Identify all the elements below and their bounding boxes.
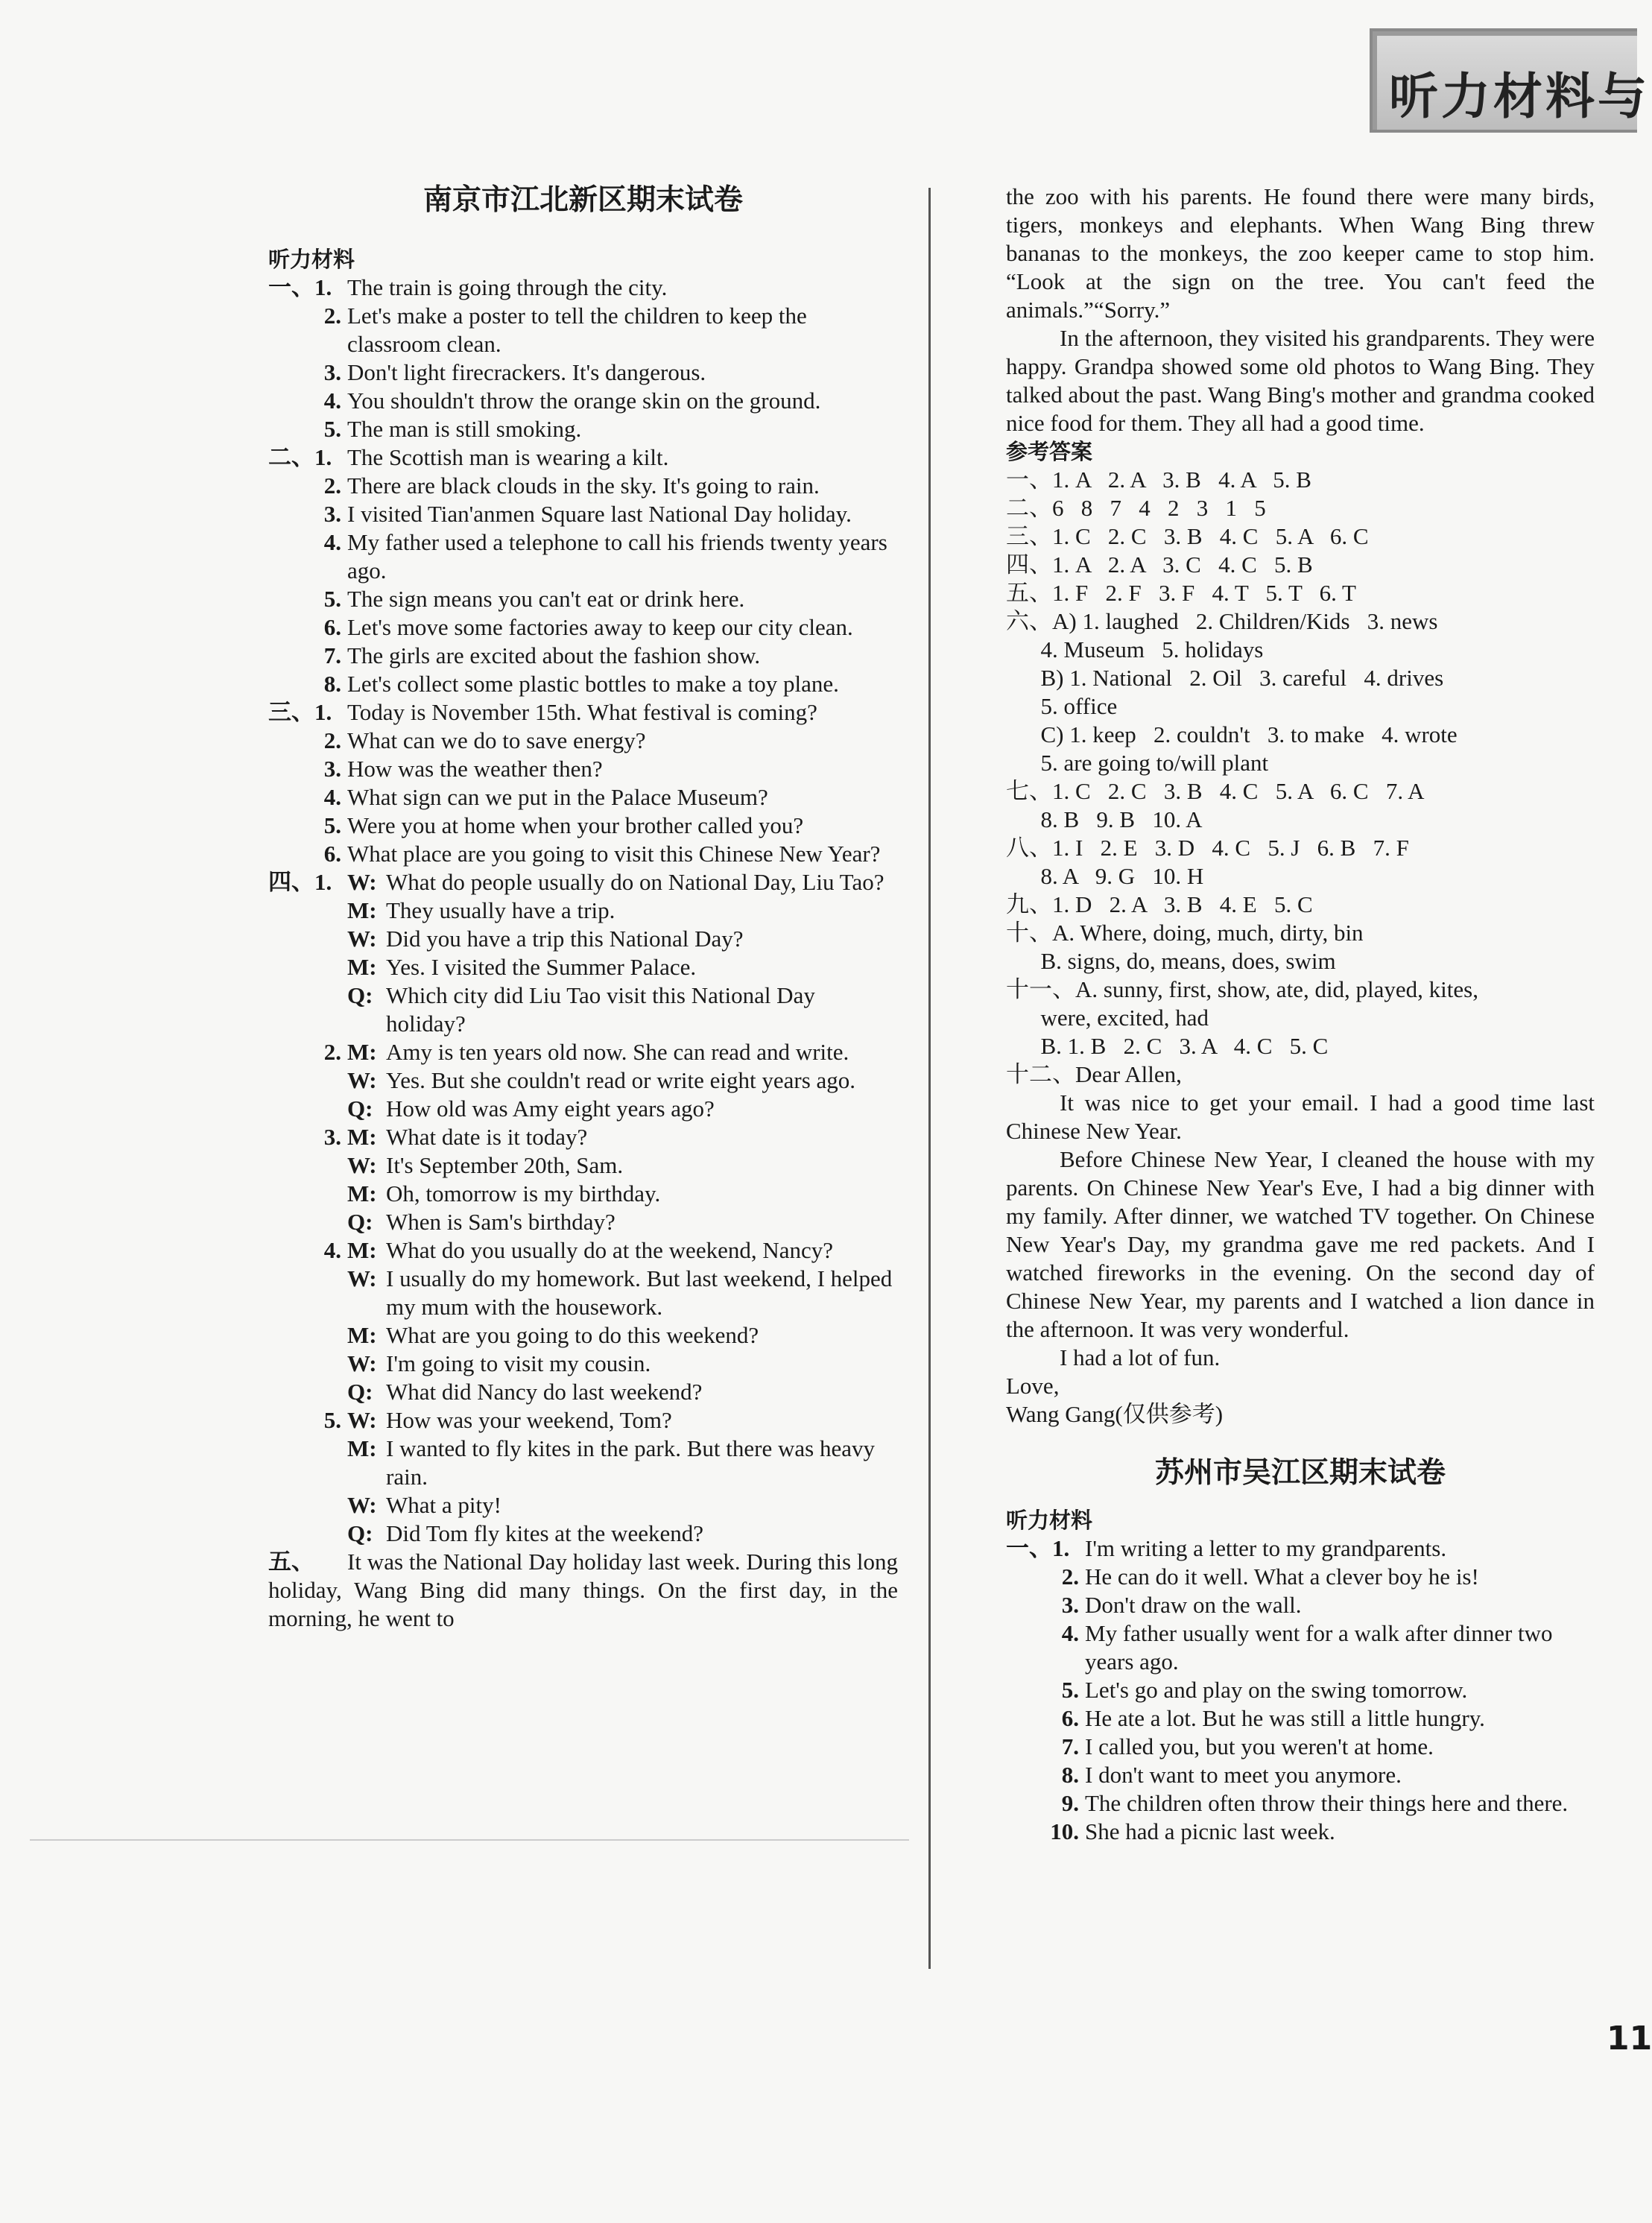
dialog-turn xyxy=(347,1095,898,1123)
part1-item xyxy=(268,415,898,443)
answer-line: were, excited, had xyxy=(1006,1005,1209,1031)
part2-item xyxy=(268,443,898,472)
dialog-line xyxy=(268,897,898,925)
dialog-turn xyxy=(347,1406,898,1435)
part2-item-text: The Scottish man is wearing a kilt. xyxy=(347,444,669,470)
left-column xyxy=(268,183,898,1633)
speaker-text: What are you going to do this weekend? xyxy=(386,1322,759,1348)
dialog-line xyxy=(268,953,898,981)
letter-signature: Wang Gang(仅供参考) xyxy=(1006,1401,1224,1427)
answer-line: 8. A 9. G 10. H xyxy=(1006,863,1204,889)
speaker-text: When is Sam's birthday? xyxy=(386,1209,615,1235)
dialog-line xyxy=(268,1095,898,1123)
part2-item xyxy=(268,670,898,698)
part2-item-text: The girls are excited about the fashion show. xyxy=(347,642,761,668)
dialog-number xyxy=(268,1265,347,1321)
speaker-text: Did you have a trip this National Day? xyxy=(386,926,744,952)
answer-line: 十、A. Where, doing, much, dirty, bin xyxy=(1006,920,1364,946)
answer-line: 六、A) 1. laughed 2. Children/Kids 3. news xyxy=(1006,608,1438,634)
speaker-label: W: xyxy=(347,1265,377,1291)
dialog-line xyxy=(268,1180,898,1208)
dialog-turn xyxy=(347,925,898,953)
speaker-label: M: xyxy=(347,1039,377,1065)
speaker-text: Oh, tomorrow is my birthday. xyxy=(386,1180,661,1207)
answer-line: 九、1. D 2. A 3. B 4. E 5. C xyxy=(1006,891,1313,917)
dialog-turn xyxy=(347,1038,898,1066)
dialog-turn xyxy=(347,1180,898,1208)
part1b-item-text: I'm writing a letter to my grandparents. xyxy=(1085,1535,1447,1561)
part3-item-number: 3. xyxy=(323,756,341,782)
part1b-item-text: I don't want to meet you anymore. xyxy=(1085,1762,1402,1788)
part1-item-number: 5. xyxy=(323,416,341,442)
part1-item-text: You shouldn't throw the orange skin on the ground. xyxy=(347,388,821,414)
speaker-text: Which city did Liu Tao visit this National Day holiday? xyxy=(386,982,815,1037)
part3-item-number: 4. xyxy=(323,784,341,810)
part2-item xyxy=(268,613,898,642)
part1b-item-text: I called you, but you weren't at home. xyxy=(1085,1733,1434,1759)
part1b-item xyxy=(1006,1733,1595,1761)
answer-list xyxy=(1006,466,1595,1089)
speaker-text: It's September 20th, Sam. xyxy=(386,1152,624,1178)
part3-item-text: What can we do to save energy? xyxy=(347,727,646,753)
part2-item xyxy=(268,528,898,585)
dialog-number xyxy=(268,1520,347,1548)
part1-item-number: 4. xyxy=(323,388,341,414)
scan-line xyxy=(30,1839,909,1841)
part1b-item xyxy=(1006,1818,1595,1846)
dialog-number xyxy=(268,1321,347,1350)
speaker-label: M: xyxy=(347,897,377,923)
part1b-item-text: She had a picnic last week. xyxy=(1085,1818,1335,1844)
speaker-text: What date is it today? xyxy=(386,1124,588,1150)
left-body xyxy=(268,273,898,1633)
part3-item xyxy=(268,840,898,868)
speaker-label: M: xyxy=(347,1322,377,1348)
part3-item xyxy=(268,812,898,840)
letter-paragraph: It was nice to get your email. I had a good time last Chinese New Year. xyxy=(1006,1090,1595,1144)
dialog-line xyxy=(268,1378,898,1406)
part1b-item-text: He can do it well. What a clever boy he is! xyxy=(1085,1563,1479,1590)
dialog-turn xyxy=(347,1378,898,1406)
part1b-item xyxy=(1006,1534,1595,1563)
speaker-text: Amy is ten years old now. She can read and write. xyxy=(386,1039,849,1065)
speaker-label: M: xyxy=(347,1435,377,1461)
dialog-turn xyxy=(347,981,898,1038)
dialog-line xyxy=(268,1236,898,1265)
part1b-item xyxy=(1006,1761,1595,1789)
part5-passage xyxy=(268,1548,898,1633)
part2-item-number: 8. xyxy=(323,671,341,697)
dialog-number: 2. xyxy=(323,1039,341,1065)
part2-item xyxy=(268,472,898,500)
part2-item-text: The sign means you can't eat or drink here. xyxy=(347,586,745,612)
passage-continuation: the zoo with his parents. He found there were many birds, tigers, monkeys and elephants. When Wang Bing threw bananas to the monkeys, the zoo keeper came to stop him. “Look at the sign on the tree. You can't feed the animals.”“Sorry.” xyxy=(1006,183,1595,323)
part2-item xyxy=(268,642,898,670)
dialog-line xyxy=(268,1265,898,1321)
part1b-item-text: My father usually went for a walk after dinner two years ago. xyxy=(1085,1620,1553,1675)
part1b-item xyxy=(1006,1591,1595,1619)
letter-closing: Love, xyxy=(1006,1373,1060,1399)
dialog-turn xyxy=(347,1265,898,1321)
answer-line: C) 1. keep 2. couldn't 3. to make 4. wrote xyxy=(1006,721,1458,747)
speaker-label: W: xyxy=(347,869,377,895)
part1b-item-number: 9. xyxy=(1061,1790,1079,1816)
dialog-number xyxy=(268,1095,347,1123)
speaker-label: Q: xyxy=(347,1520,373,1546)
part3-item-text: Today is November 15th. What festival is coming? xyxy=(347,699,817,725)
part1b-item-text: Don't draw on the wall. xyxy=(1085,1592,1302,1618)
part1b-item xyxy=(1006,1676,1595,1704)
speaker-text: I wanted to fly kites in the park. But there was heavy rain. xyxy=(386,1435,875,1490)
dialog-line xyxy=(268,1321,898,1350)
part3-item xyxy=(268,698,898,727)
speaker-text: Yes. But she couldn't read or write eight years ago. xyxy=(386,1067,856,1093)
speaker-label: M: xyxy=(347,1180,377,1207)
dialog-line xyxy=(268,1520,898,1548)
dialog-turn xyxy=(347,1123,898,1151)
part2-item-number: 5. xyxy=(323,586,341,612)
part3-item-number: 6. xyxy=(323,841,341,867)
exam-title-2: 苏州市吴江区期末试卷 xyxy=(1154,1456,1446,1490)
part1b-list xyxy=(1006,1534,1595,1846)
speaker-text: Yes. I visited the Summer Palace. xyxy=(386,954,697,980)
right-column xyxy=(1006,183,1595,1846)
part1-item-number: 3. xyxy=(323,359,341,385)
dialog-turn xyxy=(347,953,898,981)
letter-paragraph: Before Chinese New Year, I cleaned the house with my parents. On Chinese New Year's Eve, I had a big dinner with my family. After dinner, we watched TV together. On Chinese New Year's Day, my grandma gave me red packets. And I watched fireworks in the evening. On the second day of Chinese New Year, my parents and I watched a lion dance in the afternoon. It was very wonderful. xyxy=(1006,1146,1595,1342)
part3-item-text: How was the weather then? xyxy=(347,756,603,782)
part2-item-number: 4. xyxy=(323,529,341,555)
part1-item-text: The train is going through the city. xyxy=(347,274,668,300)
dialog-line xyxy=(268,1435,898,1491)
speaker-label: M: xyxy=(347,954,377,980)
dialog-number xyxy=(268,897,347,925)
part3-item xyxy=(268,755,898,783)
letter-paragraph: I had a lot of fun. xyxy=(1060,1344,1221,1370)
part5-label: 五、 xyxy=(268,1549,314,1575)
part1-item-number: 一、1. xyxy=(268,274,332,300)
speaker-text: They usually have a trip. xyxy=(386,897,615,923)
part2-item-text: Let's collect some plastic bottles to make a toy plane. xyxy=(347,671,839,697)
dialog-number xyxy=(268,925,347,953)
dialog-line xyxy=(268,925,898,953)
part1b-item-number: 10. xyxy=(1050,1818,1079,1844)
part1-item xyxy=(268,358,898,387)
part1-item-text: Don't light firecrackers. It's dangerous. xyxy=(347,359,706,385)
answer-line: B. 1. B 2. C 3. A 4. C 5. C xyxy=(1006,1033,1329,1059)
page-number: 11 xyxy=(1607,2020,1652,2058)
section-heading-listening-2: 听力材料 xyxy=(1006,1508,1093,1533)
dialog-number: 5. xyxy=(323,1407,341,1433)
part2-item-text: I visited Tian'anmen Square last National Day holiday. xyxy=(347,501,852,527)
answer-line: 四、1. A 2. A 3. C 4. C 5. B xyxy=(1006,551,1313,578)
speaker-label: Q: xyxy=(347,1095,373,1122)
dialog-turn xyxy=(347,897,898,925)
dialog-number xyxy=(268,1066,347,1095)
dialog-line xyxy=(268,981,898,1038)
part2-item-number: 2. xyxy=(323,472,341,499)
speaker-text: I usually do my homework. But last weekend, I helped my mum with the housework. xyxy=(386,1265,893,1320)
part3-item xyxy=(268,727,898,755)
dialog-turn xyxy=(347,1151,898,1180)
speaker-label: W: xyxy=(347,1152,377,1178)
letter-body xyxy=(1006,1089,1595,1372)
dialog-number xyxy=(268,981,347,1038)
answer-line: 十二、Dear Allen, xyxy=(1006,1061,1182,1087)
part1-item xyxy=(268,302,898,358)
speaker-label: W: xyxy=(347,1492,377,1518)
part2-item-text: There are black clouds in the sky. It's going to rain. xyxy=(347,472,820,499)
part1b-item-number: 一、1. xyxy=(1006,1535,1070,1561)
part2-item-number: 3. xyxy=(323,501,341,527)
speaker-label: M: xyxy=(347,1237,377,1263)
dialog-turn xyxy=(347,1491,898,1520)
answer-line: 二、6 8 7 4 2 3 1 5 xyxy=(1006,495,1266,521)
part2-item-number: 6. xyxy=(323,614,341,640)
part1b-item-text: Let's go and play on the swing tomorrow. xyxy=(1085,1677,1468,1703)
part2-item xyxy=(268,500,898,528)
part3-item-number: 2. xyxy=(323,727,341,753)
dialog-turn xyxy=(347,1066,898,1095)
answer-line: B. signs, do, means, does, swim xyxy=(1006,948,1336,974)
banner-title: 听力材料与 xyxy=(1389,68,1650,125)
part1-item xyxy=(268,273,898,302)
dialog-turn xyxy=(347,1208,898,1236)
dialog-line xyxy=(268,1406,898,1435)
dialog-number xyxy=(268,1378,347,1406)
answer-line: 8. B 9. B 10. A xyxy=(1006,806,1203,832)
dialog-number xyxy=(268,1491,347,1520)
speaker-text: How old was Amy eight years ago? xyxy=(386,1095,715,1122)
speaker-label: Q: xyxy=(347,982,373,1008)
answer-line: 三、1. C 2. C 3. B 4. C 5. A 6. C xyxy=(1006,523,1369,549)
column-divider xyxy=(928,188,931,1969)
speaker-label: W: xyxy=(347,1350,377,1376)
part1b-item-number: 3. xyxy=(1061,1592,1079,1618)
dialog-line xyxy=(268,868,898,897)
part3-item-text: Were you at home when your brother called you? xyxy=(347,812,804,838)
part1b-item-number: 5. xyxy=(1061,1677,1079,1703)
speaker-label: W: xyxy=(347,1067,377,1093)
part2-item-text: Let's move some factories away to keep our city clean. xyxy=(347,614,853,640)
speaker-label: M: xyxy=(347,1124,377,1150)
part3-item-text: What place are you going to visit this Chinese New Year? xyxy=(347,841,881,867)
part3-item-text: What sign can we put in the Palace Museum? xyxy=(347,784,768,810)
speaker-label: Q: xyxy=(347,1209,373,1235)
part2-item-number: 二、1. xyxy=(268,444,332,470)
dialog-line xyxy=(268,1123,898,1151)
dialog-number xyxy=(268,1208,347,1236)
dialog-turn xyxy=(347,1435,898,1491)
dialog-number xyxy=(268,953,347,981)
speaker-text: What do people usually do on National Day, Liu Tao? xyxy=(386,869,884,895)
part1b-item-number: 7. xyxy=(1061,1733,1079,1759)
dialog-number xyxy=(268,1180,347,1208)
part1b-item-text: The children often throw their things here and there. xyxy=(1085,1790,1569,1816)
answers-heading: 参考答案 xyxy=(1006,439,1093,464)
dialog-number: 3. xyxy=(323,1124,341,1150)
part1b-item-number: 4. xyxy=(1061,1620,1079,1646)
answer-line: 4. Museum 5. holidays xyxy=(1006,636,1264,663)
speaker-text: What a pity! xyxy=(386,1492,501,1518)
dialog-line xyxy=(268,1350,898,1378)
part1b-item xyxy=(1006,1619,1595,1676)
answer-line: 七、1. C 2. C 3. B 4. C 5. A 6. C 7. A xyxy=(1006,778,1425,804)
passage-paragraph-2: In the afternoon, they visited his grandparents. They were happy. Grandpa showed some old photos to Wang Bing. They talked about the past. Wang Bing's mother and grandma cooked nice food for them. They all had a good time. xyxy=(1006,325,1595,436)
answer-line: B) 1. National 2. Oil 3. careful 4. drives xyxy=(1006,665,1444,691)
answer-line: 一、1. A 2. A 3. B 4. A 5. B xyxy=(1006,467,1311,493)
dialog-line xyxy=(268,1151,898,1180)
part2-item xyxy=(268,585,898,613)
part1b-item xyxy=(1006,1789,1595,1818)
speaker-label: W: xyxy=(347,1407,377,1433)
dialog-turn xyxy=(347,1520,898,1548)
speaker-text: I'm going to visit my cousin. xyxy=(386,1350,651,1376)
part1-item-number: 2. xyxy=(323,303,341,329)
dialog-number xyxy=(268,1350,347,1378)
speaker-text: How was your weekend, Tom? xyxy=(386,1407,672,1433)
dialog-line xyxy=(268,1066,898,1095)
dialog-turn xyxy=(347,1236,898,1265)
speaker-text: What did Nancy do last weekend? xyxy=(386,1379,703,1405)
part3-item-number: 5. xyxy=(323,812,341,838)
dialog-number: 4. xyxy=(323,1237,341,1263)
part5-text: It was the National Day holiday last week. During this long holiday, Wang Bing did many things. On the first day, in the morning, he went to xyxy=(268,1549,898,1631)
part1b-item-text: He ate a lot. But he was still a little hungry. xyxy=(1085,1705,1485,1731)
speaker-text: What do you usually do at the weekend, Nancy? xyxy=(386,1237,834,1263)
part1-item-text: The man is still smoking. xyxy=(347,416,582,442)
dialog-line xyxy=(268,1038,898,1066)
section-heading-listening: 听力材料 xyxy=(268,247,355,272)
part2-item-text: My father used a telephone to call his friends twenty years ago. xyxy=(347,529,887,584)
answer-line: 五、1. F 2. F 3. F 4. T 5. T 6. T xyxy=(1006,580,1356,606)
dialog-turn xyxy=(347,1321,898,1350)
speaker-text: Did Tom fly kites at the weekend? xyxy=(386,1520,703,1546)
answer-line: 十一、A. sunny, first, show, ate, did, played, kites, xyxy=(1006,976,1478,1002)
answer-line: 5. are going to/will plant xyxy=(1006,750,1269,776)
dialog-line xyxy=(268,1208,898,1236)
answer-line: 5. office xyxy=(1006,693,1118,719)
dialog-number xyxy=(268,1151,347,1180)
part1b-item-number: 2. xyxy=(1061,1563,1079,1590)
dialog-number: 四、1. xyxy=(268,869,332,895)
section-banner xyxy=(1370,28,1650,133)
part1b-item-number: 8. xyxy=(1061,1762,1079,1788)
part1-item-text: Let's make a poster to tell the children to keep the classroom clean. xyxy=(347,303,807,357)
part1b-item xyxy=(1006,1704,1595,1733)
dialog-line xyxy=(268,1491,898,1520)
part3-item-number: 三、1. xyxy=(268,699,332,725)
dialog-turn xyxy=(347,868,898,897)
exam-title-1: 南京市江北新区期末试卷 xyxy=(423,183,743,217)
part2-item-number: 7. xyxy=(323,642,341,668)
part1b-item-number: 6. xyxy=(1061,1705,1079,1731)
speaker-label: W: xyxy=(347,926,377,952)
part3-item xyxy=(268,783,898,812)
part1b-item xyxy=(1006,1563,1595,1591)
dialog-number xyxy=(268,1435,347,1491)
answer-line: 八、1. I 2. E 3. D 4. C 5. J 6. B 7. F xyxy=(1006,835,1409,861)
dialog-turn xyxy=(347,1350,898,1378)
speaker-label: Q: xyxy=(347,1379,373,1405)
part1-item xyxy=(268,387,898,415)
